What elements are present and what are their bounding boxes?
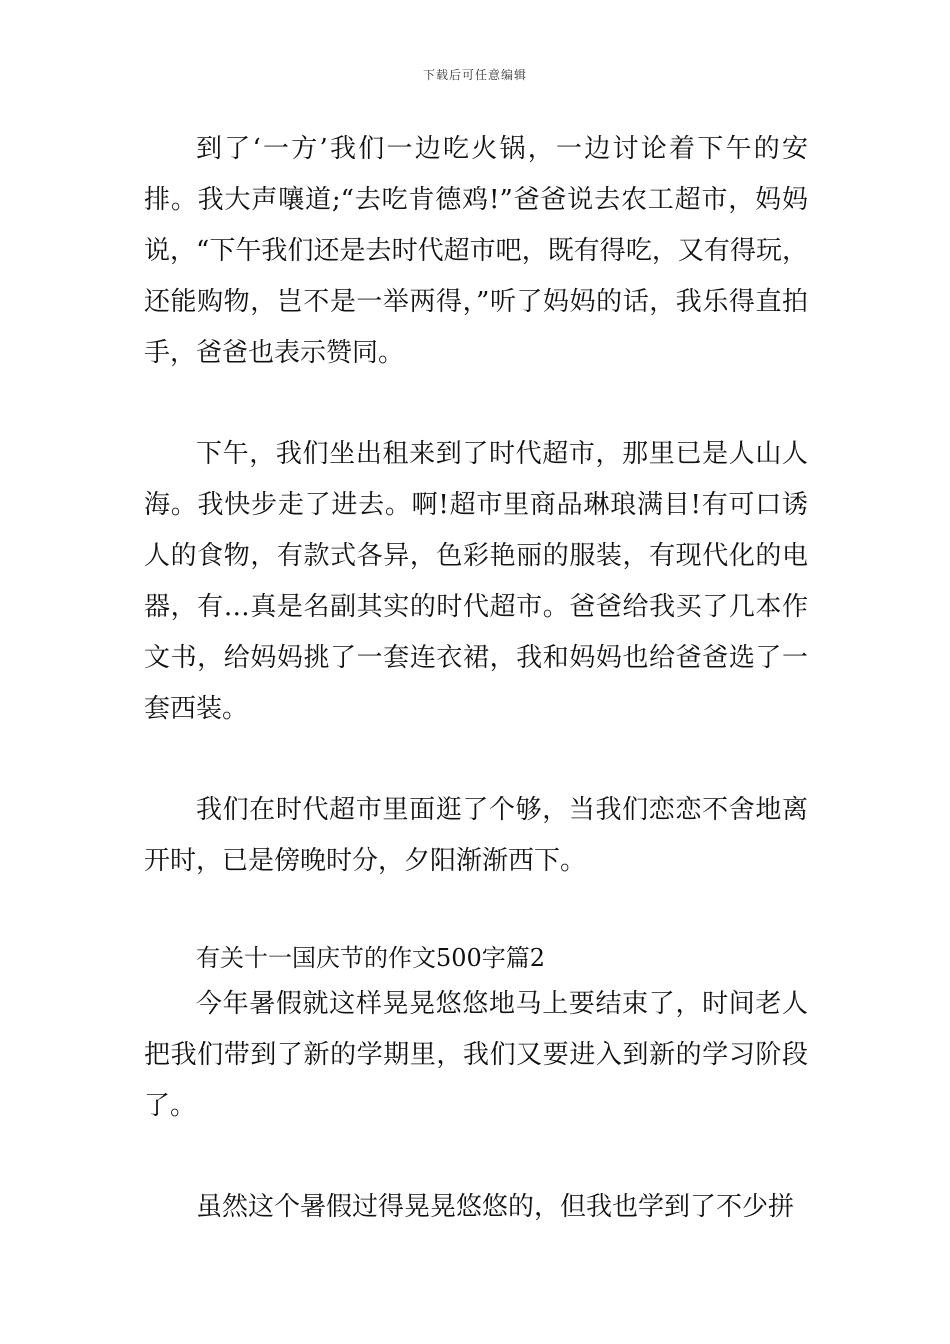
paragraph-evening: 我们在时代超市里面逛了个够，当我们恋恋不舍地离开时，已是傍晚时分，夕阳渐渐西下。	[144, 795, 808, 876]
paragraph-summer: 今年暑假就这样晃晃悠悠地马上要结束了，时间老人把我们带到了新的学期里，我们又要进入到新的学习阶段了。	[144, 989, 808, 1121]
paragraph-spacer	[144, 887, 808, 937]
paragraph-spacer	[144, 1132, 808, 1182]
page-header: 下载后可任意编辑	[422, 68, 527, 82]
paragraph-hotpot: 到了‘一方’我们一边吃火锅，一边讨论着下午的安排。我大声嚷道;“去吃肯德鸡!”爸爸说去农工超市，妈妈说，“下午我们还是去时代超市吧，既有得吃，又有得玩，还能购物，岂不是一举两得，”听了妈妈的话，我乐得直拍手，爸爸也表示赞同。	[144, 134, 808, 368]
section-heading: 有关十一国庆节的作文500字篇2	[196, 944, 546, 972]
paragraph-learned: 虽然这个暑假过得晃晃悠悠的，但我也学到了不少拼	[196, 1192, 795, 1222]
document-body	[144, 124, 808, 1233]
paragraph-spacer	[144, 735, 808, 785]
paragraph-spacer	[144, 379, 808, 429]
paragraph-supermarket: 下午，我们坐出租来到了时代超市，那里已是人山人海。我快步走了进去。啊!超市里商品琳琅满目!有可口诱人的食物，有款式各异，色彩艳丽的服装，有现代化的电器，有…真是名副其实的时代超市。爸爸给我买了几本作文书，给妈妈挑了一套连衣裙，我和妈妈也给爸爸选了一套西装。	[144, 439, 808, 724]
